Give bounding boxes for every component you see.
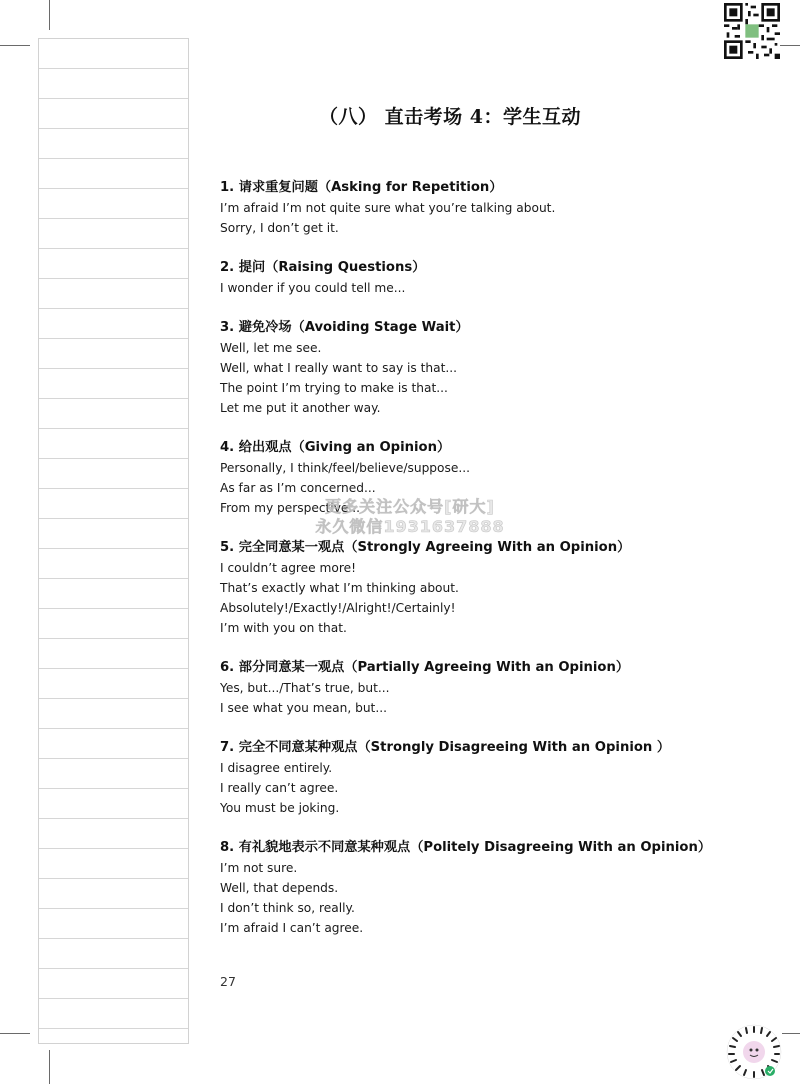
section-asking-for-repetition [220, 178, 720, 238]
phrase-line: I wonder if you could tell me... [220, 281, 406, 295]
phrase-line: I really can’t agree. [220, 781, 339, 795]
phrase-line: I’m afraid I can’t agree. [220, 921, 364, 935]
phrase-line: That’s exactly what I’m thinking about. [220, 581, 459, 595]
section-politely-disagreeing [220, 838, 720, 938]
phrase-line: Well, what I really want to say is that... [220, 361, 458, 375]
crop-mark-bottom-left-h [0, 1033, 30, 1034]
crop-mark-top-left-h [0, 45, 30, 46]
section-raising-questions [220, 258, 720, 298]
section-heading: 5. 完全同意某一观点（Strongly Agreeing With an Opinion） [220, 540, 631, 555]
section-strongly-disagreeing [220, 738, 720, 818]
section-heading: 1. 请求重复问题（Asking for Repetition） [220, 180, 503, 195]
phrase-line: The point I’m trying to make is that... [220, 381, 448, 395]
phrase-line: Yes, but.../That’s true, but... [220, 681, 390, 695]
phrase-line: From my perspective... [220, 501, 361, 515]
section-heading: 3. 避免冷场（Avoiding Stage Wait） [220, 320, 469, 335]
phrase-line: Well, let me see. [220, 341, 322, 355]
crop-mark-bottom-left-v [49, 1050, 50, 1084]
watermark [300, 497, 520, 537]
phrase-line: I don’t think so, really. [220, 901, 355, 915]
section-heading: 4. 给出观点（Giving an Opinion） [220, 440, 451, 455]
section-heading: 8. 有礼貌地表示不同意某种观点（Politely Disagreeing With an Opinion） [220, 840, 712, 855]
page-title: （八） 直击考场 4：学生互动 [319, 106, 581, 128]
crop-mark-top-left-v [49, 0, 50, 30]
phrase-list [220, 178, 720, 958]
phrase-line: I disagree entirely. [220, 761, 333, 775]
ruled-margin-strip [38, 38, 189, 1044]
phrase-line: Well, that depends. [220, 881, 339, 895]
phrase-line: I’m not sure. [220, 861, 298, 875]
watermark-line: 永久微信1931637888 [315, 517, 505, 536]
phrase-line: I’m afraid I’m not quite sure what you’re talking about. [220, 201, 556, 215]
phrase-line: Absolutely!/Exactly!/Alright!/Certainly! [220, 601, 456, 615]
section-partially-agreeing [220, 658, 720, 718]
section-strongly-agreeing [220, 538, 720, 638]
phrase-line: I see what you mean, but... [220, 701, 387, 715]
phrase-line: I’m with you on that. [220, 621, 347, 635]
phrase-line: You must be joking. [220, 801, 340, 815]
section-heading: 6. 部分同意某一观点（Partially Agreeing With an Opinion） [220, 660, 630, 675]
watermark-line: 更多关注公众号[研大] [325, 497, 495, 516]
phrase-line: I couldn’t agree more! [220, 561, 356, 575]
section-heading: 2. 提问（Raising Questions） [220, 260, 426, 275]
phrase-line: Personally, I think/feel/believe/suppose... [220, 461, 470, 475]
section-heading: 7. 完全不同意某种观点（Strongly Disagreeing With an Opinion ） [220, 740, 671, 755]
mini-program-code-icon [726, 1024, 782, 1080]
qr-code-icon [724, 3, 780, 59]
phrase-line: As far as I’m concerned... [220, 481, 376, 495]
phrase-line: Let me put it another way. [220, 401, 381, 415]
page-number: 27 [220, 974, 236, 989]
phrase-line: Sorry, I don’t get it. [220, 221, 339, 235]
section-avoiding-stage-wait [220, 318, 720, 418]
